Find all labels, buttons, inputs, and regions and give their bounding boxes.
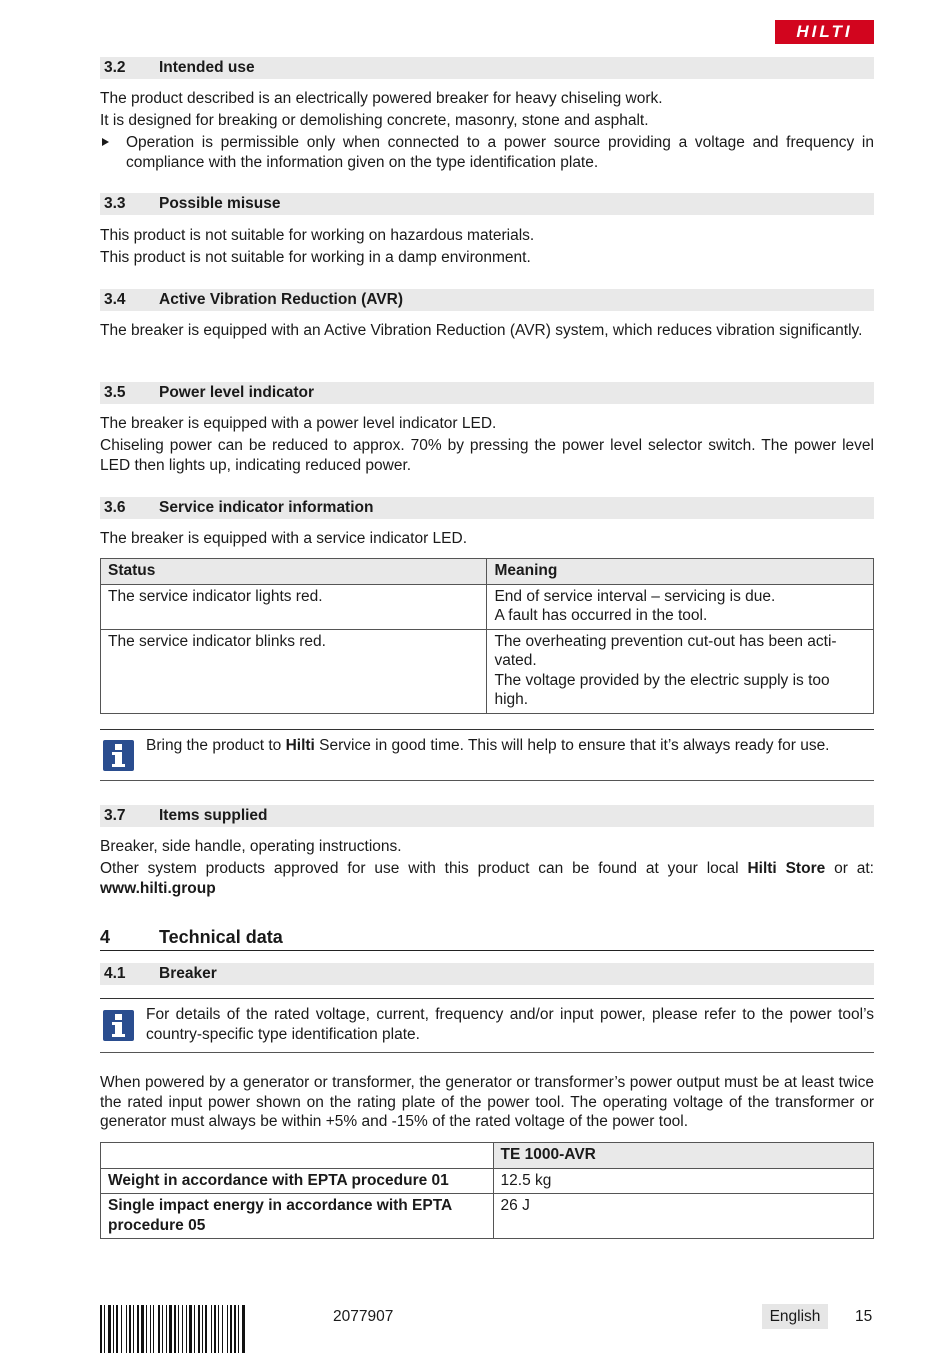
section-number: 3.2 xyxy=(104,59,126,76)
meaning-cell xyxy=(487,584,874,629)
meaning-line: End of service interval – servicing is due. xyxy=(494,587,776,605)
spec-label: Single impact energy in accordance with EPTA procedure 05 xyxy=(101,1194,494,1239)
column-header-model: TE 1000-AVR xyxy=(493,1143,873,1169)
service-indicator-table xyxy=(100,558,874,714)
paragraph: When powered by a generator or transformer, the generator or transformer’s power output must be at least twice the rated input power shown on the rating plate of the power tool. The operating voltage of the transformer or generator must always be within +5% and -15% of the rated voltage of the power tool. xyxy=(100,1074,874,1130)
info-icon xyxy=(103,1010,134,1041)
section-number: 3.5 xyxy=(104,384,126,401)
bullet-text: Operation is permissible only when connected to a power source providing a voltage and frequency in compliance with the information given on the type identification plate. xyxy=(126,134,874,171)
section-title: Intended use xyxy=(159,59,255,76)
section-title: Breaker xyxy=(159,965,217,982)
table-row xyxy=(101,629,874,713)
meaning-line: The voltage provided by the electric supply is too high. xyxy=(494,671,830,708)
column-header-meaning: Meaning xyxy=(487,559,874,585)
meaning-cell xyxy=(487,629,874,713)
section-title: Possible misuse xyxy=(159,195,281,212)
paragraph: Other system products approved for use with this product can be found at your local Hilti Store or at: www.hilti.group xyxy=(100,860,874,897)
info-note xyxy=(100,998,874,1053)
status-cell: The service indicator lights red. xyxy=(101,584,487,629)
info-icon xyxy=(103,740,134,771)
bullet-item xyxy=(100,133,874,172)
section-4-1-heading xyxy=(100,963,874,985)
empty-header-cell xyxy=(101,1143,494,1169)
document-number: 2077907 xyxy=(333,1308,394,1325)
section-number: 3.3 xyxy=(104,195,126,212)
table-row xyxy=(101,1168,874,1194)
table-header-row xyxy=(101,1143,874,1169)
spec-value: 12.5 kg xyxy=(493,1168,873,1194)
section-title: Power level indicator xyxy=(159,384,315,401)
note-text: For details of the rated voltage, current, frequency and/or input power, please refer to the power tool’s country-specific type identification plate. xyxy=(146,1006,874,1043)
section-3-4-heading xyxy=(100,289,874,311)
paragraph: This product is not suitable for working in a damp environment. xyxy=(100,249,531,266)
paragraph: The breaker is equipped with a service indicator LED. xyxy=(100,530,468,547)
table-row xyxy=(101,584,874,629)
section-number: 4.1 xyxy=(104,965,126,982)
note-text: Bring the product to Hilti Service in good time. This will help to ensure that it’s always ready for use. xyxy=(146,737,830,754)
meaning-line: The overheating prevention cut-out has been acti-vated. xyxy=(494,632,837,669)
hilti-url: www.hilti.group xyxy=(100,879,216,897)
technical-data-table xyxy=(100,1142,874,1239)
section-title: Active Vibration Reduction (AVR) xyxy=(159,291,404,308)
paragraph: Chiseling power can be reduced to approx. 70% by pressing the power level selector switch. The power level LED then lights up, indicating reduced power. xyxy=(100,437,874,474)
spec-label: Weight in accordance with EPTA procedure 01 xyxy=(101,1168,494,1194)
paragraph: The breaker is equipped with a power level indicator LED. xyxy=(100,415,497,432)
paragraph: The product described is an electrically powered breaker for heavy chiseling work. xyxy=(100,90,663,107)
paragraph: This product is not suitable for working on hazardous materials. xyxy=(100,227,535,244)
table-row xyxy=(101,1194,874,1239)
paragraph: It is designed for breaking or demolishing concrete, masonry, stone and asphalt. xyxy=(100,112,649,129)
section-3-7-heading xyxy=(100,805,874,827)
page-number: 15 xyxy=(855,1308,873,1325)
section-number: 3.6 xyxy=(104,499,126,516)
section-title: Items supplied xyxy=(159,807,268,824)
paragraph: Breaker, side handle, operating instructions. xyxy=(100,838,402,855)
chapter-title: Technical data xyxy=(159,927,283,947)
section-3-3-heading xyxy=(100,193,874,215)
section-3-2-heading xyxy=(100,57,874,79)
section-number: 3.4 xyxy=(104,291,126,308)
spec-value: 26 J xyxy=(493,1194,873,1239)
language-label: English xyxy=(762,1304,828,1329)
status-cell: The service indicator blinks red. xyxy=(101,629,487,713)
column-header-status: Status xyxy=(101,559,487,585)
chapter-4-heading xyxy=(100,926,874,951)
info-note xyxy=(100,729,874,781)
paragraph: The breaker is equipped with an Active Vibration Reduction (AVR) system, which reduces vibration significantly. xyxy=(100,322,863,339)
section-number: 3.7 xyxy=(104,807,126,824)
section-3-6-heading xyxy=(100,497,874,519)
section-title: Service indicator information xyxy=(159,499,374,516)
meaning-line: A fault has occurred in the tool. xyxy=(494,607,708,624)
hilti-logo: HILTI xyxy=(775,20,874,44)
table-header-row xyxy=(101,559,874,585)
chapter-number: 4 xyxy=(100,927,111,947)
barcode xyxy=(100,1305,311,1353)
bullet-arrow-icon xyxy=(102,138,109,146)
section-3-5-heading xyxy=(100,382,874,404)
